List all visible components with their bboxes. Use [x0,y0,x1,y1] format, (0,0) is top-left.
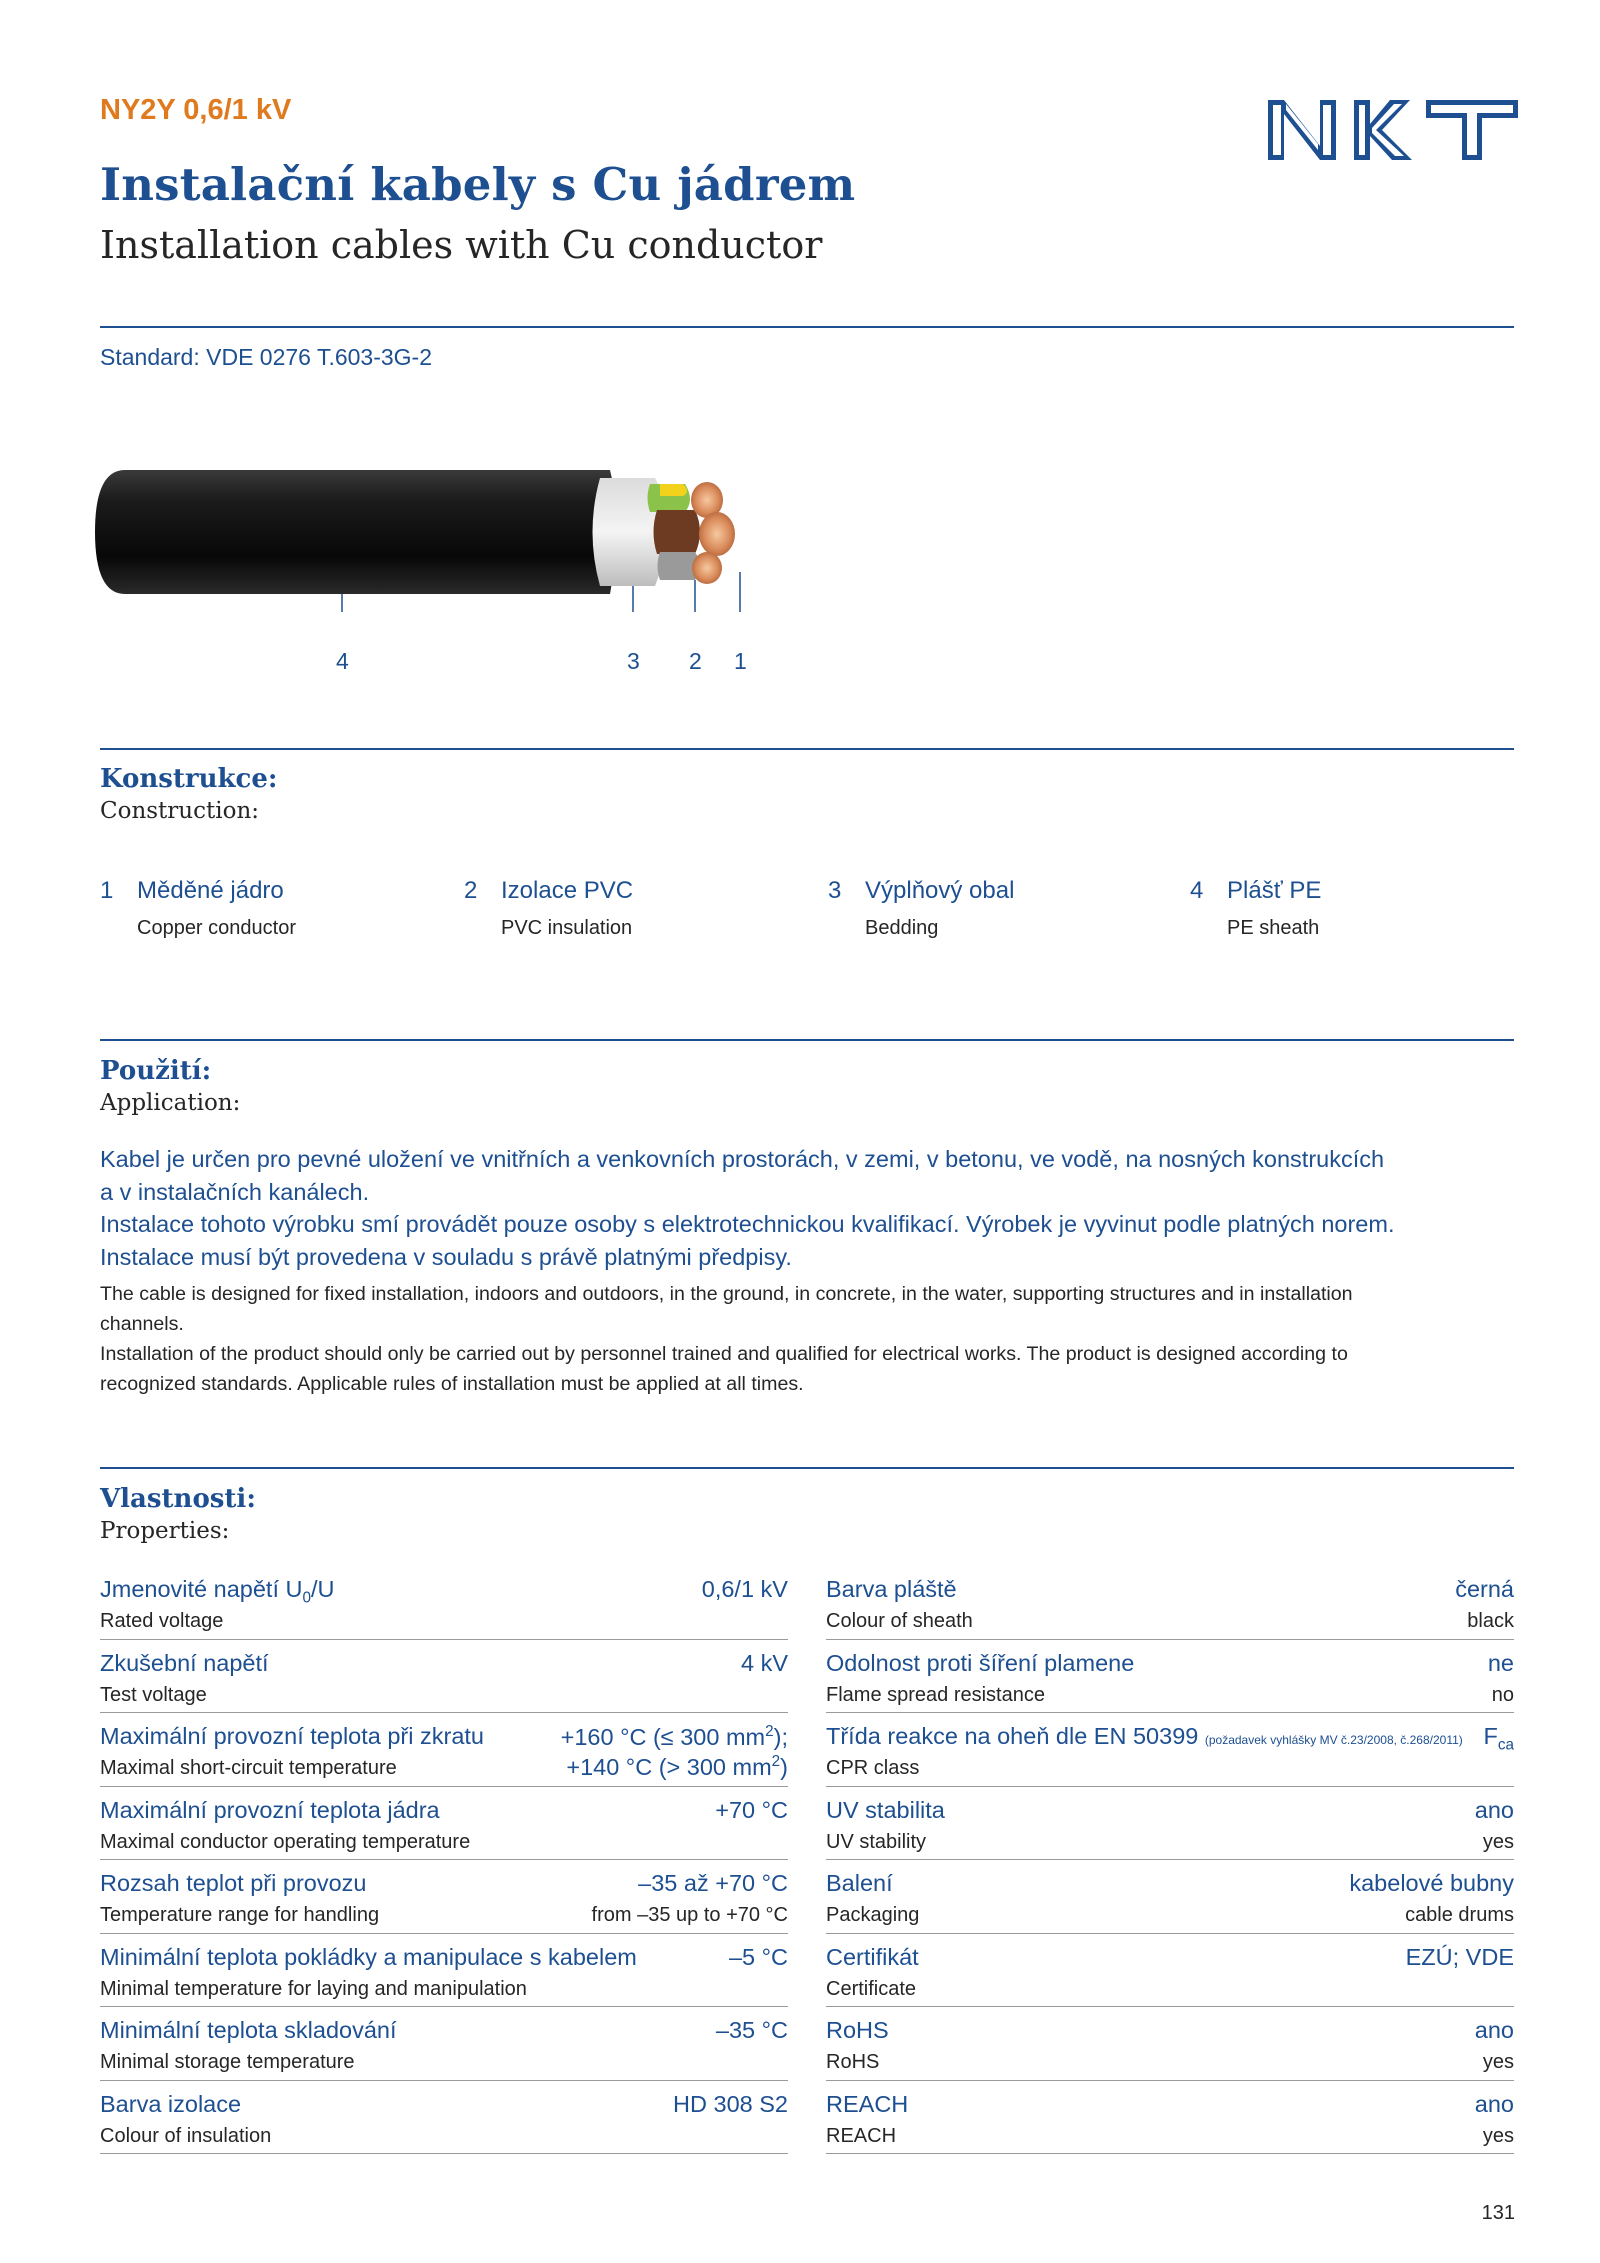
property-label-en: Certificate [826,1977,917,2000]
property-value-en: black [1467,1610,1514,1632]
property-row [826,1640,1514,1714]
property-value: –5 °C [728,1943,788,1970]
construction-item-number: 1 [100,877,114,904]
property-value: +160 °C (≤ 300 $mm^2$); [560,1723,788,1750]
property-value: ano [1474,2017,1514,2043]
property-label: Minimální teplota skladování [100,2017,397,2043]
property-label-en: Maximal conductor operating temperature [100,1830,471,1853]
application-title: Použití: [100,1056,212,1086]
property-value: ne [1487,1649,1514,1676]
property-label-en: REACH [826,2124,897,2147]
property-value-en: yes [1482,2051,1514,2073]
construction-item-number: 4 [1190,877,1204,904]
property-value: +70 °C [715,1796,788,1823]
properties-left-column [100,1566,788,2154]
property-label-en: Flame spread resistance [826,1683,1045,1706]
construction-item-label: Měděné jádro [137,877,284,904]
property-row [100,1713,788,1787]
page-title: Instalační kabely s Cu jádrem [100,158,856,211]
property-row [100,1787,788,1861]
property-label: UV stabilita [826,1796,945,1823]
property-value: kabelové bubny [1349,1870,1514,1896]
construction-item-label: Výplňový obal [865,877,1015,904]
property-label: Minimální teplota pokládky a manipulace s kabelem [100,1943,637,1970]
property-label-en: Colour of sheath [826,1610,973,1632]
property-value-secondary: +140 °C (> 300 $mm^2$) [566,1753,788,1780]
construction-divider [100,748,1514,750]
property-value: 0,6/1 kV [701,1576,788,1602]
property-value: HD 308 S2 [673,2090,788,2117]
properties-title: Vlastnosti: [100,1484,256,1514]
property-value: –35 °C [715,2017,788,2043]
construction-item-label-en: Bedding [865,917,939,939]
core-yellow-stripe [660,484,687,496]
property-label: Certifikát [826,1943,919,1970]
property-label: Odolnost proti šíření plamene [826,1649,1135,1676]
property-label-en: Minimal storage temperature [100,2051,355,2073]
property-label: REACH [826,2090,909,2117]
property-row [826,2007,1514,2081]
property-value: EZÚ; VDE [1405,1943,1514,1970]
property-row [826,1860,1514,1934]
paragraph-line: Instalace musí být provedena v souladu s právě platnými předpisy. [100,1243,792,1270]
paragraph-line: Installation of the product should only be carried out by personnel trained and qualified for electrical works. The product is designed according to [100,1343,1348,1365]
regulation-note: (požadavek vyhlášky MV č.23/2008, č.268/2011) [1204,1733,1463,1747]
property-row [826,2081,1514,2155]
property-value: –35 až +70 °C [638,1870,788,1896]
property-row [826,1566,1514,1640]
property-label: Rozsah teplot při provozu [100,1870,367,1896]
construction-item-label-en: PE sheath [1227,917,1320,939]
property-row [100,1640,788,1714]
pe-sheath [95,470,617,594]
nkt-logo [1268,98,1518,167]
property-value: 4 kV [740,1649,788,1676]
construction-item-label-en: Copper conductor [137,917,296,939]
paragraph-line: Instalace tohoto výrobku smí provádět pouze osoby s elektrotechnickou kvalifikací. Výrobek je vyvinut podle platných norem. [100,1211,1395,1237]
copper-conductor-3 [692,552,722,584]
property-label: Maximální provozní teplota jádra [100,1796,440,1823]
property-row [100,1934,788,2008]
property-value-en: yes [1482,2124,1514,2147]
property-row [826,1713,1514,1787]
property-label-en: RoHS [826,2051,880,2073]
property-row [826,1787,1514,1861]
property-value-en: no [1491,1683,1514,1706]
property-label-en: Temperature range for handling [100,1904,380,1926]
construction-item-number: 3 [828,877,842,904]
nkt-logo-graphic [1268,98,1518,162]
property-label-en: Maximal short-circuit temperature [100,1757,397,1779]
property-label: Maximální provozní teplota při zkratu [100,1723,484,1749]
standard-label: Standard: VDE 0276 T.603-3G-2 [100,344,433,370]
cable-illustration [95,462,795,617]
property-label: Balení [826,1870,893,1896]
properties-right-column [826,1566,1514,2154]
property-row [100,2007,788,2081]
property-label-en: UV stability [826,1830,927,1853]
construction-item-number: 2 [464,877,478,904]
property-label-en: Minimal temperature for laying and manipulation [100,1977,527,2000]
property-value-en: from –35 up to +70 °C [591,1904,788,1926]
application-divider [100,1039,1514,1041]
property-label: Barva pláště [826,1576,957,1602]
application-text-cs [100,1143,1520,1273]
property-value-en: yes [1482,1830,1514,1853]
property-label: Zkušební napětí [100,1649,269,1676]
callout-4: 4 [336,648,349,674]
property-row [826,1934,1514,2008]
callout-2: 2 [689,648,702,674]
property-value: černá [1455,1576,1514,1602]
paragraph-line: The cable is designed for fixed installation, indoors and outdoors, in the ground, in concrete, in the water, supporting structures and in installation [100,1283,1353,1305]
property-value: ano [1474,2090,1514,2117]
property-label: Třída reakce na oheň dle EN 50399 (požadavek vyhlášky MV č.23/2008, č.268/2011) [826,1723,1463,1749]
construction-item-label: Izolace PVC [501,877,634,904]
property-label-en: Packaging [826,1904,920,1926]
paragraph-line: a v instalačních kanálech. [100,1178,370,1205]
construction-item-label-en: PVC insulation [501,917,633,939]
property-label-en: Test voltage [100,1683,207,1706]
callout-3: 3 [627,648,640,674]
property-value: $F_{ca}$ [1483,1723,1514,1754]
property-row [100,2081,788,2155]
property-label-en: Colour of insulation [100,2124,272,2147]
property-value-en: cable drums [1405,1904,1514,1926]
core-brown [654,510,701,554]
property-label: Jmenovité napětí $U_0/U$ [100,1576,335,1607]
property-value: ano [1474,1796,1514,1823]
application-subtitle: Application: [100,1090,241,1116]
callout-1: 1 [734,648,747,674]
paragraph-line: Kabel je určen pro pevné uložení ve vnitřních a venkovních prostorách, v zemi, v betonu, ve vodě, na nosných konstrukcích [100,1146,1385,1172]
properties-divider [100,1467,1514,1469]
paragraph-line: channels. [100,1313,184,1335]
header-divider [100,326,1514,328]
property-label: RoHS [826,2017,889,2043]
copper-conductor-2 [699,512,735,556]
construction-title: Konstrukce: [100,764,278,794]
page-number: 131 [1481,2202,1515,2224]
property-label-en: CPR class [826,1757,920,1779]
property-row [100,1566,788,1640]
property-label-en: Rated voltage [100,1610,224,1632]
product-code: NY2Y 0,6/1 kV [100,94,292,126]
page-subtitle: Installation cables with Cu conductor [100,223,823,267]
paragraph-line: recognized standards. Applicable rules of installation must be applied at all times. [100,1373,804,1395]
property-row [100,1860,788,1934]
property-label: Barva izolace [100,2090,242,2117]
properties-subtitle: Properties: [100,1518,230,1544]
construction-item-label: Plášť PE [1227,877,1322,904]
construction-subtitle: Construction: [100,798,260,824]
application-text-en [100,1279,1520,1399]
